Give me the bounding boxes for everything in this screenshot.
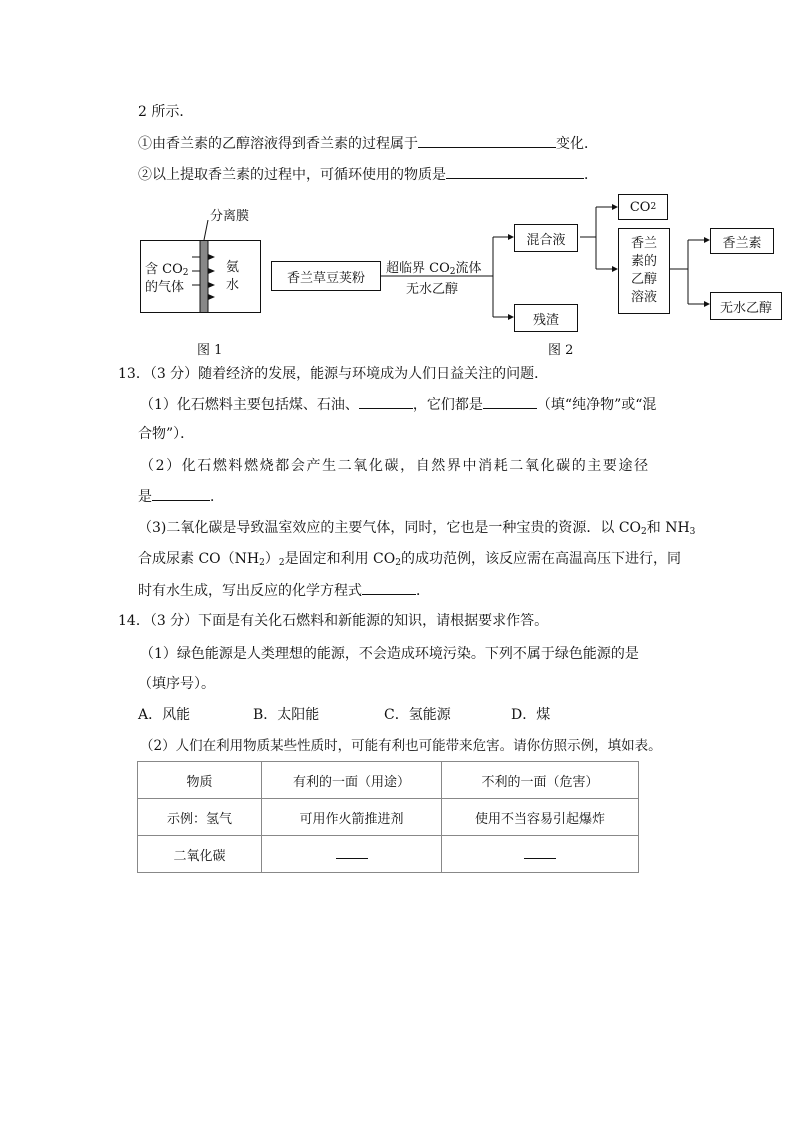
- fig1-caption: 图 1: [197, 343, 223, 358]
- table-row: [138, 799, 639, 836]
- fig2-solution-l2: 素的: [630, 254, 657, 269]
- q12-sub2-pre: ②以上提取香兰素的过程中，可循环使用的物质是: [138, 167, 446, 183]
- fig1-water-2: 水: [226, 278, 240, 293]
- q13-stem: 13．（3 分）随着经济的发展，能源与环境成为人们日益关注的问题．: [118, 366, 549, 382]
- q12-sub1: [138, 133, 598, 154]
- q13-p3-sub1: 2: [641, 527, 647, 537]
- q13-p1: [140, 394, 656, 415]
- q12-sub2-blank[interactable]: [446, 164, 584, 179]
- fig2-arrow-top-b: 流体: [455, 261, 482, 276]
- fig1-gas-label-1: [145, 258, 188, 278]
- q13-p3-sub5: 2: [395, 558, 401, 568]
- q13-p1-blank1[interactable]: [359, 394, 413, 409]
- fig2-co2-text: CO: [629, 199, 651, 215]
- fig2-co2-box: [618, 194, 668, 220]
- q13-p1-a: （1）化石燃料主要包括煤、石油、: [140, 397, 359, 413]
- q14-p1-a: （1）绿色能源是人类理想的能源，不会造成环境污染。下列不属于绿色能源的是: [140, 646, 639, 662]
- fig2-start-box: 香兰草豆荚粉: [271, 261, 381, 291]
- table-header-cell: 不利的一面（危害）: [442, 762, 639, 799]
- fig1-membrane-label: 分离膜: [210, 209, 250, 224]
- q13-p3-sub2: 3: [689, 527, 696, 537]
- q13-p3-c: 合成尿素 CO（NH: [138, 551, 260, 567]
- q12-sub1-blank[interactable]: [418, 133, 556, 148]
- q12-sub2: [138, 164, 598, 185]
- q12-line0: 2 所示．: [138, 104, 194, 120]
- table-cell: 使用不当容易引起爆炸: [442, 799, 639, 836]
- q14-option-b: B．太阳能: [253, 707, 320, 723]
- q13-p2-b-text: 是: [138, 489, 152, 505]
- q14-p1-b: （填序号）。: [138, 676, 215, 692]
- table-header-cell: 有利的一面（用途）: [262, 762, 442, 799]
- q13-p3-e: 是固定和利用 CO: [284, 551, 396, 567]
- fig2-mix-box: 混合液: [514, 224, 578, 252]
- q13-p3-line2: [138, 549, 681, 573]
- fig2-vanillin-box: 香兰素: [710, 228, 774, 254]
- q13-p1-b: ，它们都是: [412, 397, 483, 413]
- q13-p2-blank[interactable]: [152, 486, 210, 501]
- fig2-residue-box: 残渣: [514, 304, 578, 332]
- answer-blank-harm[interactable]: [524, 846, 556, 859]
- q14-option-d: D．煤: [511, 707, 551, 723]
- fig1-gas-sub: 2: [182, 268, 189, 278]
- q13-p3-g: 时有水生成，写出反应的化学方程式: [138, 583, 362, 599]
- table-cell-blank[interactable]: [262, 836, 442, 873]
- q13-p3-h: ．: [416, 583, 430, 599]
- fig2-solution-box: [618, 228, 670, 314]
- table-cell: 二氧化碳: [138, 836, 262, 873]
- q13-p3-sub4: 2: [278, 558, 285, 568]
- q13-p3-f: 的成功范例，该反应需在高温高压下进行，同: [400, 551, 681, 567]
- fig1-water-1: 氨: [226, 260, 240, 275]
- fig2-arrow-top-a: 超临界 CO: [386, 261, 450, 276]
- fig2-caption: 图 2: [548, 343, 574, 358]
- q14-option-a: A．风能: [138, 707, 191, 723]
- fig2-arrow-top: [386, 257, 482, 277]
- q12-sub2-post: ．: [584, 167, 598, 183]
- q13-p3-b: 和 NH: [646, 520, 690, 536]
- q13-p1-c: （填“纯净物”或“混: [536, 397, 657, 413]
- fig2-solution-l3: 乙醇: [630, 272, 657, 287]
- q13-p3-sub3: 2: [259, 558, 265, 568]
- q12-sub1-pre: ①由香兰素的乙醇溶液得到香兰素的过程属于: [138, 136, 418, 152]
- q13-p3-line1: [138, 518, 695, 542]
- table-header-row: [138, 762, 639, 799]
- fig1-gas-co: 含 CO: [145, 262, 183, 277]
- q13-p2-b: [138, 486, 224, 507]
- q13-p3-a: （3)二氧化碳是导致温室效应的主要气体，同时，它也是一种宝贵的资源．以 CO: [138, 520, 642, 536]
- q13-p3-line3: [138, 580, 430, 601]
- fig1-gas-label-2: 的气体: [145, 280, 185, 295]
- fig2-co2-sub: 2: [650, 202, 657, 212]
- fig2-arrow-bottom: 无水乙醇: [406, 282, 459, 297]
- q14-stem: 14．（3 分）下面是有关化石燃料和新能源的知识，请根据要求作答。: [118, 613, 549, 629]
- q13-p1-d: 合物”）．: [138, 426, 195, 442]
- table-row: [138, 836, 639, 873]
- q12-sub1-post: 变化．: [556, 136, 598, 152]
- answer-blank-use[interactable]: [336, 846, 368, 859]
- table-header-cell: 物质: [138, 762, 262, 799]
- fig2-solution-l1: 香兰: [630, 236, 657, 251]
- q14-p2: （2）人们在利用物质某些性质时，可能有利也可能带来危害。请你仿照示例，填如表。: [140, 738, 662, 754]
- q13-p3-blank[interactable]: [362, 580, 416, 595]
- fig2-ethanol-box: 无水乙醇: [710, 292, 782, 320]
- fig2-arrow-top-sub: 2: [449, 267, 456, 277]
- table-cell: 可用作火箭推进剂: [262, 799, 442, 836]
- q13-p3-d: ）: [264, 551, 279, 567]
- q13-p2-c: ．: [210, 489, 224, 505]
- q14-table: [137, 761, 639, 873]
- table-cell-blank[interactable]: [442, 836, 639, 873]
- table-cell: 示例：氢气: [138, 799, 262, 836]
- q14-option-c: C．氢能源: [384, 707, 451, 723]
- q13-p2-a: （2）化石燃料燃烧都会产生二氧化碳，自然界中消耗二氧化碳的主要途径: [140, 458, 650, 474]
- fig2-solution-l4: 溶液: [630, 290, 657, 305]
- q13-p1-blank2[interactable]: [483, 394, 537, 409]
